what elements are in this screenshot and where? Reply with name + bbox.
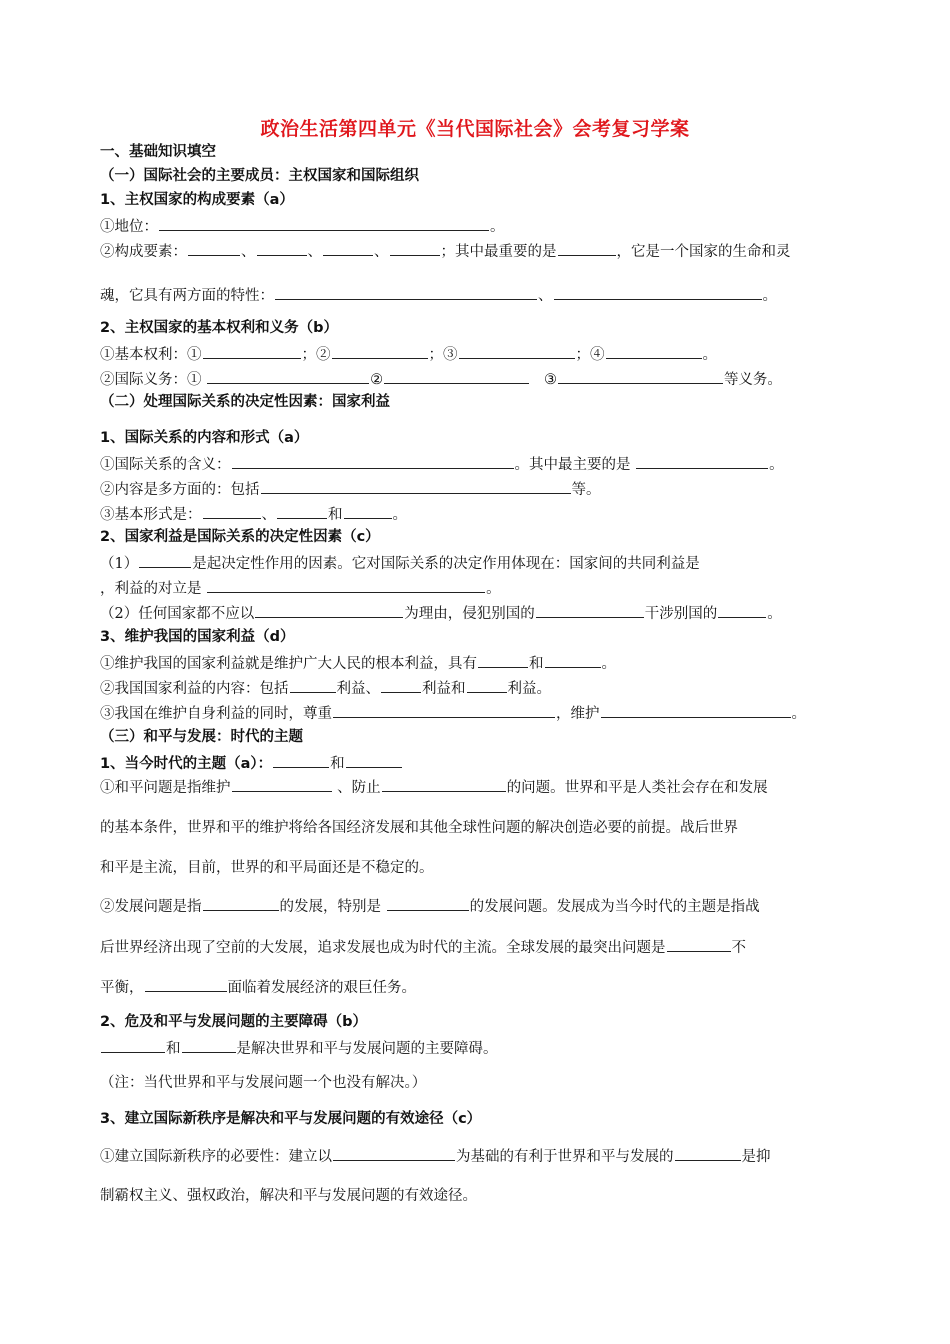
text-line: ，利益的对立是 。 (100, 577, 852, 599)
blank (536, 602, 644, 618)
blank (290, 677, 336, 693)
text-line: ①基本权利：① ；② ；③ ；④ 。 (100, 343, 852, 365)
text-line: ①维护我国的国家利益就是维护广大人民的根本利益，具有 和 。 (100, 652, 852, 674)
text-line: ①和平问题是指维护 、防止 的问题。世界和平是人类社会存在和发展 (100, 776, 852, 798)
blank (558, 368, 723, 384)
text-line: ②构成要素： 、 、 、 ；其中最重要的是 ，它是一个国家的生命和灵 (100, 240, 852, 262)
subsection-heading: （三）和平与发展：时代的主题 (100, 729, 303, 745)
blank (207, 368, 369, 384)
topic-heading: 2、危及和平与发展问题的主要障碍（b） (100, 1014, 367, 1030)
blank (257, 240, 307, 256)
topic-heading: 2、主权国家的基本权利和义务（b） (100, 320, 338, 336)
blank (384, 368, 529, 384)
page-title: 政治生活第四单元《当代国际社会》会考复习学案 (260, 118, 690, 140)
blank (261, 478, 571, 494)
blank (273, 752, 329, 768)
blank (675, 1145, 741, 1161)
text-line: ③我国在维护自身利益的同时，尊重 ，维护 。 (100, 702, 852, 724)
blank (667, 936, 731, 952)
blank (381, 677, 421, 693)
text-line: 和 是解决世界和平与发展问题的主要障碍。 (100, 1037, 852, 1059)
blank (390, 240, 440, 256)
text-line: 平衡， 面临着发展经济的艰巨任务。 (100, 976, 852, 998)
text-line: ②内容是多方面的：包括 等。 (100, 478, 852, 500)
blank (545, 652, 601, 668)
blank (203, 343, 301, 359)
text-line: ②我国国家利益的内容：包括 利益、 利益和 利益。 (100, 677, 852, 699)
text-line: ①建立国际新秩序的必要性：建立以 为基础的有利于世界和平与发展的 是抑 (100, 1145, 852, 1167)
blank (718, 602, 766, 618)
blank (387, 895, 469, 911)
subsection-heading: （二）处理国际关系的决定性因素：国家利益 (100, 394, 390, 410)
blank (478, 652, 528, 668)
blank (558, 240, 616, 256)
blank (139, 552, 191, 568)
topic-heading: 2、国家利益是国际关系的决定性因素（c） (100, 529, 380, 545)
text-line: ①国际关系的含义： 。其中最主要的是 。 (100, 453, 852, 475)
blank (382, 776, 506, 792)
blank (346, 752, 402, 768)
text-line: 和平是主流，目前，世界的和平局面还是不稳定的。 (100, 860, 434, 876)
blank (203, 895, 279, 911)
text-line: 制霸权主义、强权政治，解决和平与发展问题的有效途径。 (100, 1188, 477, 1204)
blank (459, 343, 575, 359)
topic-heading: 3、维护我国的国家利益（d） (100, 629, 295, 645)
blank (344, 503, 392, 519)
text-line: （2）任何国家都不应以 为理由，侵犯别国的 干涉别国的 。 (100, 602, 852, 624)
blank (467, 677, 507, 693)
blank (203, 503, 261, 519)
blank (232, 776, 332, 792)
text-line: （1） 是起决定性作用的因素。它对国际关系的决定作用体现在：国家间的共同利益是 (100, 552, 852, 574)
text-line: 1、当今时代的主题（a）： 和 (100, 752, 852, 774)
blank (145, 976, 227, 992)
blank (255, 602, 403, 618)
text-line: 后世界经济出现了空前的大发展，追求发展也成为时代的主流。全球发展的最突出问题是 不 (100, 936, 852, 958)
subsection-heading: （一）国际社会的主要成员：主权国家和国际组织 (100, 168, 419, 184)
text-line: ②国际义务：① ② ③ 等义务。 (100, 368, 852, 390)
blank (636, 453, 768, 469)
topic-heading: 1、主权国家的构成要素（a） (100, 192, 294, 208)
blank (101, 1037, 165, 1053)
blank (277, 503, 327, 519)
text-line: 的基本条件，世界和平的维护将给各国经济发展和其他全球性问题的解决创造必要的前提。战后世界 (100, 820, 738, 836)
blank (606, 343, 702, 359)
blank (232, 453, 514, 469)
section-heading: 一、基础知识填空 (100, 144, 216, 160)
blank (323, 240, 373, 256)
blank (333, 1145, 455, 1161)
topic-heading: 3、建立国际新秩序是解决和平与发展问题的有效途径（c） (100, 1111, 482, 1127)
blank (333, 702, 555, 718)
blank (207, 577, 485, 593)
blank (188, 240, 240, 256)
blank (554, 284, 762, 300)
text-line: ③基本形式是： 、 和 。 (100, 503, 852, 525)
text-line: ②发展问题是指 的发展，特别是 的发展问题。发展成为当今时代的主题是指战 (100, 895, 852, 917)
blank (182, 1037, 236, 1053)
text-line: 魂，它具有两方面的特性： 、 。 (100, 284, 852, 306)
text-line: ①地位： 。 (100, 215, 852, 237)
note-line: （注：当代世界和平与发展问题一个也没有解决。） (100, 1075, 427, 1091)
blank (275, 284, 537, 300)
blank (601, 702, 791, 718)
blank (159, 215, 489, 231)
topic-heading: 1、国际关系的内容和形式（a） (100, 430, 309, 446)
blank (332, 343, 428, 359)
